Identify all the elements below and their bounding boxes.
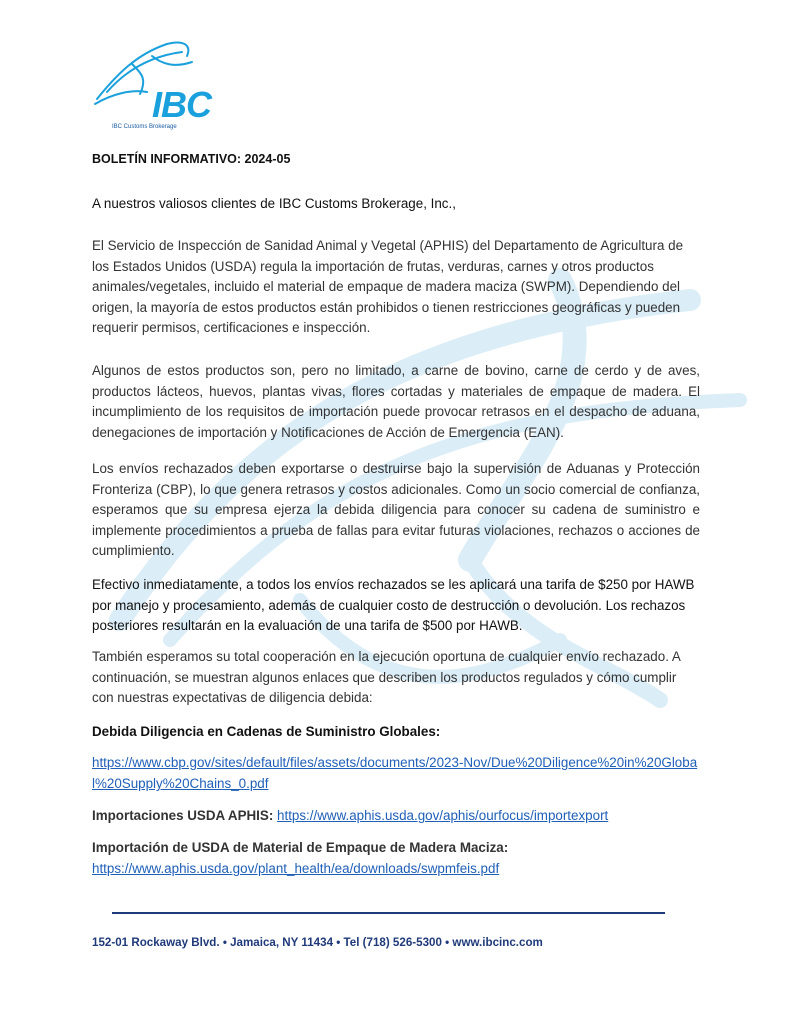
ibc-logo — [92, 34, 232, 134]
due-diligence-link[interactable]: https://www.cbp.gov/sites/default/files/assets/documents/2023-Nov/Due%20Diligence%20in%20Global%20Supply%20Chains_0.pdf — [92, 755, 698, 791]
due-diligence-link-block — [92, 752, 702, 794]
bulletin-title: BOLETÍN INFORMATIVO: 2024-05 — [92, 152, 291, 166]
logo-subtitle: IBC Customs Brokerage — [112, 124, 177, 130]
paragraph-rejected-shipments: Los envíos rechazados deben exportarse o destruirse bajo la supervisión de Aduanas y Protección Fronteriza (CBP), lo que genera retrasos y costos adicionales. Como un socio comercial de confianza, esperamos que su empresa ejerza la debida diligencia para conocer su cadena de suministro e implemente procedimientos a prueba de fallas para evitar futuras violaciones, rechazos o acciones de cumplimiento. — [92, 461, 700, 558]
logo-text: IBC — [152, 84, 211, 125]
footer-divider — [112, 912, 665, 914]
paragraph-fee-notice: Efectivo inmediatamente, a todos los envíos rechazados se les aplicará una tarifa de $250 por HAWB por manejo y procesamiento, además de cualquier costo de destrucción o devolución. Los rechazos posteriores resultarán en la evaluación de una tarifa de $500 por HAWB. — [92, 577, 695, 633]
greeting: A nuestros valiosos clientes de IBC Customs Brokerage, Inc., — [92, 196, 456, 211]
paragraph-products: Algunos de estos productos son, pero no limitado, a carne de bovino, carne de cerdo y de aves, productos lácteos, huevos, plantas vivas, flores cortadas y materiales de empaque de madera. El incumplimiento de los requisitos de importación puede provocar retrasos en el despacho de aduana, denegaciones de importación y Notificaciones de Acción de Emergencia (EAN). — [92, 363, 700, 440]
footer-contact: 152-01 Rockaway Blvd. • Jamaica, NY 11434 • Tel (718) 526-5300 • www.ibcinc.com — [92, 936, 543, 949]
swpm-link[interactable]: https://www.aphis.usda.gov/plant_health/ea/downloads/swpmfeis.pdf — [92, 861, 500, 876]
aphis-label: Importaciones USDA APHIS: — [92, 808, 274, 823]
paragraph-cooperation: También esperamos su total cooperación en la ejecución oportuna de cualquier envío rechazado. A continuación, se muestran algunos enlaces que describen los productos regulados y cómo cumplir con nuestras expectativas de diligencia debida: — [92, 649, 681, 705]
swpm-label: Importación de USDA de Material de Empaque de Madera Maciza: — [92, 840, 509, 855]
due-diligence-heading: Debida Diligencia en Cadenas de Suministro Globales: — [92, 724, 441, 739]
swpm-link-block — [92, 837, 702, 879]
paragraph-aphis-intro: El Servicio de Inspección de Sanidad Animal y Vegetal (APHIS) del Departamento de Agricultura de los Estados Unidos (USDA) regula la importación de frutas, verduras, carnes y otros productos animales/vegetales, incluido el material de empaque de madera maciza (SWPM). Dependiendo del origen, la mayoría de estos productos están prohibidos o tienen restricciones geográficas y pueden requerir permisos, certificaciones e inspección. — [92, 238, 684, 335]
aphis-link[interactable]: https://www.aphis.usda.gov/aphis/ourfocus/importexport — [277, 808, 609, 823]
aphis-link-block — [92, 805, 702, 826]
